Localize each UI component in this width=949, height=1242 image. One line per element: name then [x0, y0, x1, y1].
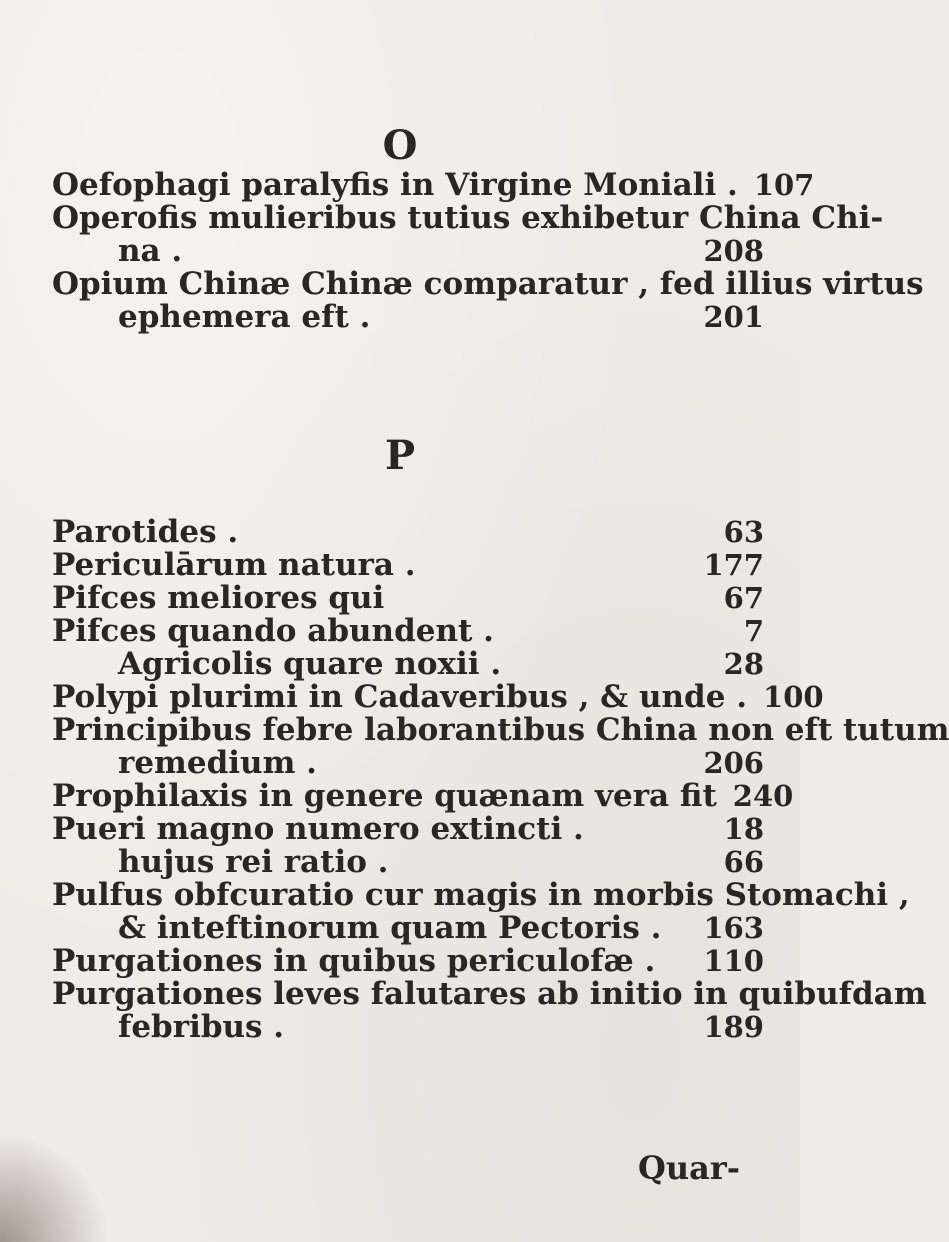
entry-text: febribus .: [118, 1009, 285, 1045]
entry-text: Purgationes leves falutares ab initio in quibufdam: [52, 976, 927, 1012]
entry-text: Parotides .: [52, 514, 239, 550]
entry-text: Operofis mulieribus tutius exhibetur China Chi-: [52, 200, 884, 236]
entry-page-number: 18: [723, 812, 764, 846]
entry-page-number: 163: [703, 911, 764, 945]
index-entry-continuation: [118, 1007, 764, 1047]
entry-text: Oefophagi paralyfis in Virgine Moniali .: [52, 167, 738, 203]
page-corner-shadow: [0, 1132, 110, 1242]
entry-text: Principibus febre laborantibus China non eft tutum: [52, 712, 949, 748]
entry-text: Pifces quando abundent .: [52, 613, 494, 649]
entry-page-number: 67: [723, 581, 764, 615]
entry-text: Pueri magno numero extincti .: [52, 811, 584, 847]
entry-page-number: 189: [703, 1010, 764, 1044]
entry-page-number: 177: [703, 548, 764, 582]
entry-page-number: 240: [732, 779, 794, 813]
section-letter-o: O: [382, 122, 418, 169]
entry-text: Pifces meliores qui: [52, 580, 385, 616]
entry-page-number: 208: [703, 234, 764, 268]
entry-text: & inteftinorum quam Pectoris .: [118, 910, 662, 946]
entry-text: na .: [118, 233, 183, 269]
index-entry-continuation: [118, 297, 764, 337]
entry-text: Opium Chinæ Chinæ comparatur , fed illius virtus: [52, 266, 924, 302]
entry-text: hujus rei ratio .: [118, 844, 389, 880]
entry-text: Prophilaxis in genere quænam vera fit: [52, 778, 717, 814]
entry-page-number: 63: [723, 515, 764, 549]
entry-text: Agricolis quare noxii .: [118, 646, 502, 682]
entry-page-number: 66: [723, 845, 764, 879]
entry-page-number: 206: [703, 746, 764, 780]
entry-page-number: 107: [753, 168, 815, 202]
entry-text: Polypi plurimi in Cadaveribus , & unde .: [52, 679, 748, 715]
section-letter-p: P: [384, 432, 416, 479]
entry-page-number: 110: [703, 944, 764, 978]
entry-page-number: 100: [763, 680, 824, 714]
entry-page-number: 7: [743, 614, 764, 648]
entry-text: Pulfus obfcuratio cur magis in morbis Stomachi ,: [52, 877, 910, 913]
entry-page-number: 201: [703, 300, 764, 334]
entry-text: ephemera eft .: [118, 299, 371, 335]
entry-text: Periculārum natura .: [52, 547, 416, 583]
entry-text: Purgationes in quibus periculofæ .: [52, 943, 656, 979]
entry-page-number: 28: [723, 647, 764, 681]
catchword: Quar-: [637, 1149, 740, 1187]
entry-text: remedium .: [118, 745, 317, 781]
